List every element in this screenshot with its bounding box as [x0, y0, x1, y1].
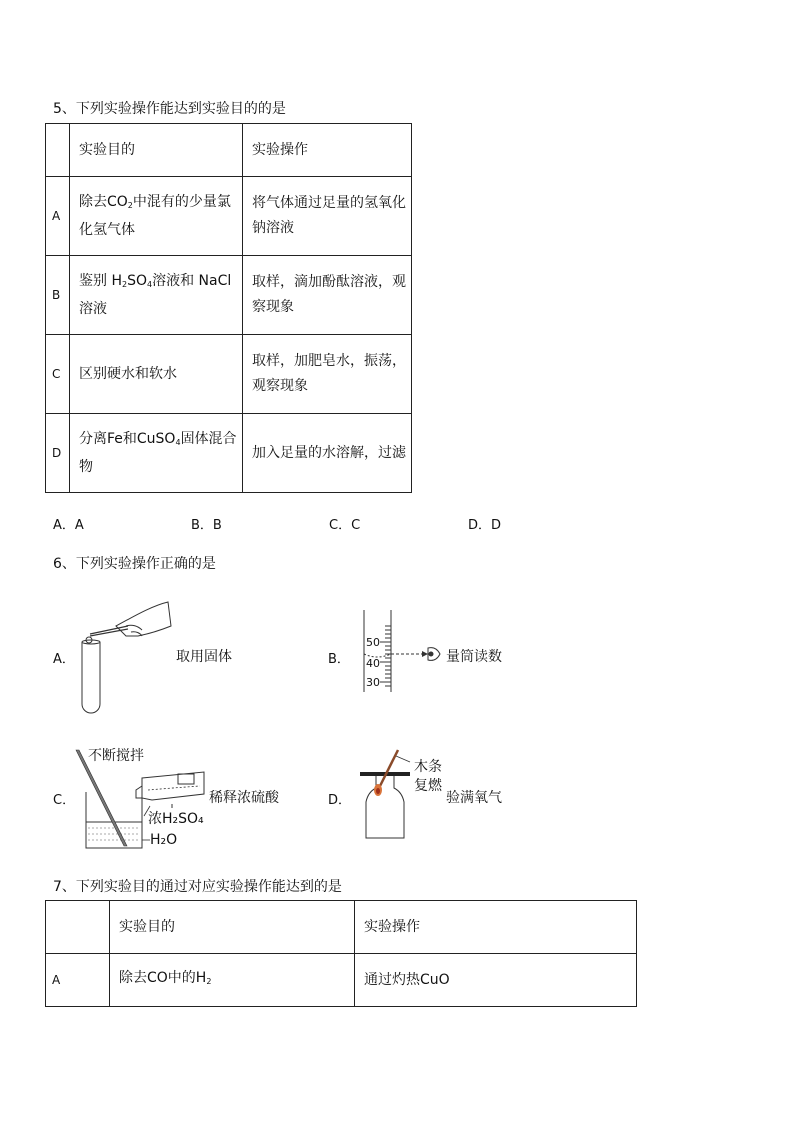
row-label: C [46, 335, 70, 414]
row-purpose: 除去CO中的$H_2$ [110, 954, 355, 1007]
row-operation: 取样，加肥皂水，振荡，观察现象 [243, 335, 412, 414]
row-label: B [46, 256, 70, 335]
row-purpose: 区别硬水和软水 [70, 335, 243, 414]
oxygen-test-illustration [356, 746, 416, 844]
stir-label: 不断搅拌 [88, 748, 144, 764]
tick-label: 30 [366, 676, 380, 689]
table-row [46, 177, 412, 256]
water-label: H₂O [150, 832, 178, 848]
question-7-table [45, 900, 637, 1007]
figure-b-caption: 量筒读数 [446, 649, 502, 665]
figure-a-caption: 取用固体 [176, 649, 232, 665]
tick-label: 40 [366, 657, 380, 670]
stick-label-1: 木条 [414, 759, 442, 775]
table-row [46, 256, 412, 335]
option-b[interactable]: B．B [191, 518, 222, 533]
table-row [46, 414, 412, 493]
row-operation: 加入足量的水溶解，过滤 [243, 414, 412, 493]
option-a[interactable]: A．A [53, 518, 84, 533]
figure-c-caption: 稀释浓硫酸 [209, 790, 279, 806]
table-row [46, 954, 637, 1007]
table-header-row [46, 124, 412, 177]
row-label: A [46, 177, 70, 256]
row-operation: 通过灼热CuO [355, 954, 637, 1007]
table-header-row [46, 901, 637, 954]
row-operation: 将气体通过足量的氢氧化钠溶液 [243, 177, 412, 256]
row-purpose: 鉴别 $H_2SO_4$溶液和 NaCl溶液 [70, 256, 243, 335]
question-6-title: 6、下列实验操作正确的是 [53, 556, 216, 572]
figure-a-letter[interactable]: A． [53, 652, 75, 667]
figure-b-letter[interactable]: B． [328, 652, 350, 667]
question-7-title: 7、下列实验目的通过对应实验操作能达到的是 [53, 879, 342, 895]
row-purpose: 除去$CO_2$中混有的少量氯化氢气体 [70, 177, 243, 256]
table-row [46, 335, 412, 414]
question-5-table [45, 123, 412, 493]
stick-label-2: 复燃 [414, 778, 442, 794]
test-tube-solid-illustration [76, 596, 172, 716]
header-operation: 实验操作 [243, 124, 412, 177]
option-c[interactable]: C．C [329, 518, 361, 533]
option-d[interactable]: D．D [468, 518, 502, 533]
row-purpose: 分离Fe和CuSO$_4$固体混合物 [70, 414, 243, 493]
row-operation: 取样，滴加酚酞溶液，观察现象 [243, 256, 412, 335]
header-operation: 实验操作 [355, 901, 637, 954]
figure-c-letter[interactable]: C． [53, 793, 76, 808]
header-blank-cell [46, 124, 70, 177]
tick-label: 50 [366, 636, 380, 649]
header-purpose: 实验目的 [70, 124, 243, 177]
header-blank-cell [46, 901, 110, 954]
row-label: D [46, 414, 70, 493]
header-purpose: 实验目的 [110, 901, 355, 954]
figure-d-caption: 验满氧气 [446, 790, 502, 806]
graduated-cylinder-illustration [360, 608, 445, 694]
row-label: A [46, 954, 110, 1007]
figure-d-letter[interactable]: D． [328, 793, 352, 808]
acid-label: 浓H₂SO₄ [148, 811, 204, 827]
question-5-title: 5、下列实验操作能达到实验目的的是 [53, 101, 286, 117]
